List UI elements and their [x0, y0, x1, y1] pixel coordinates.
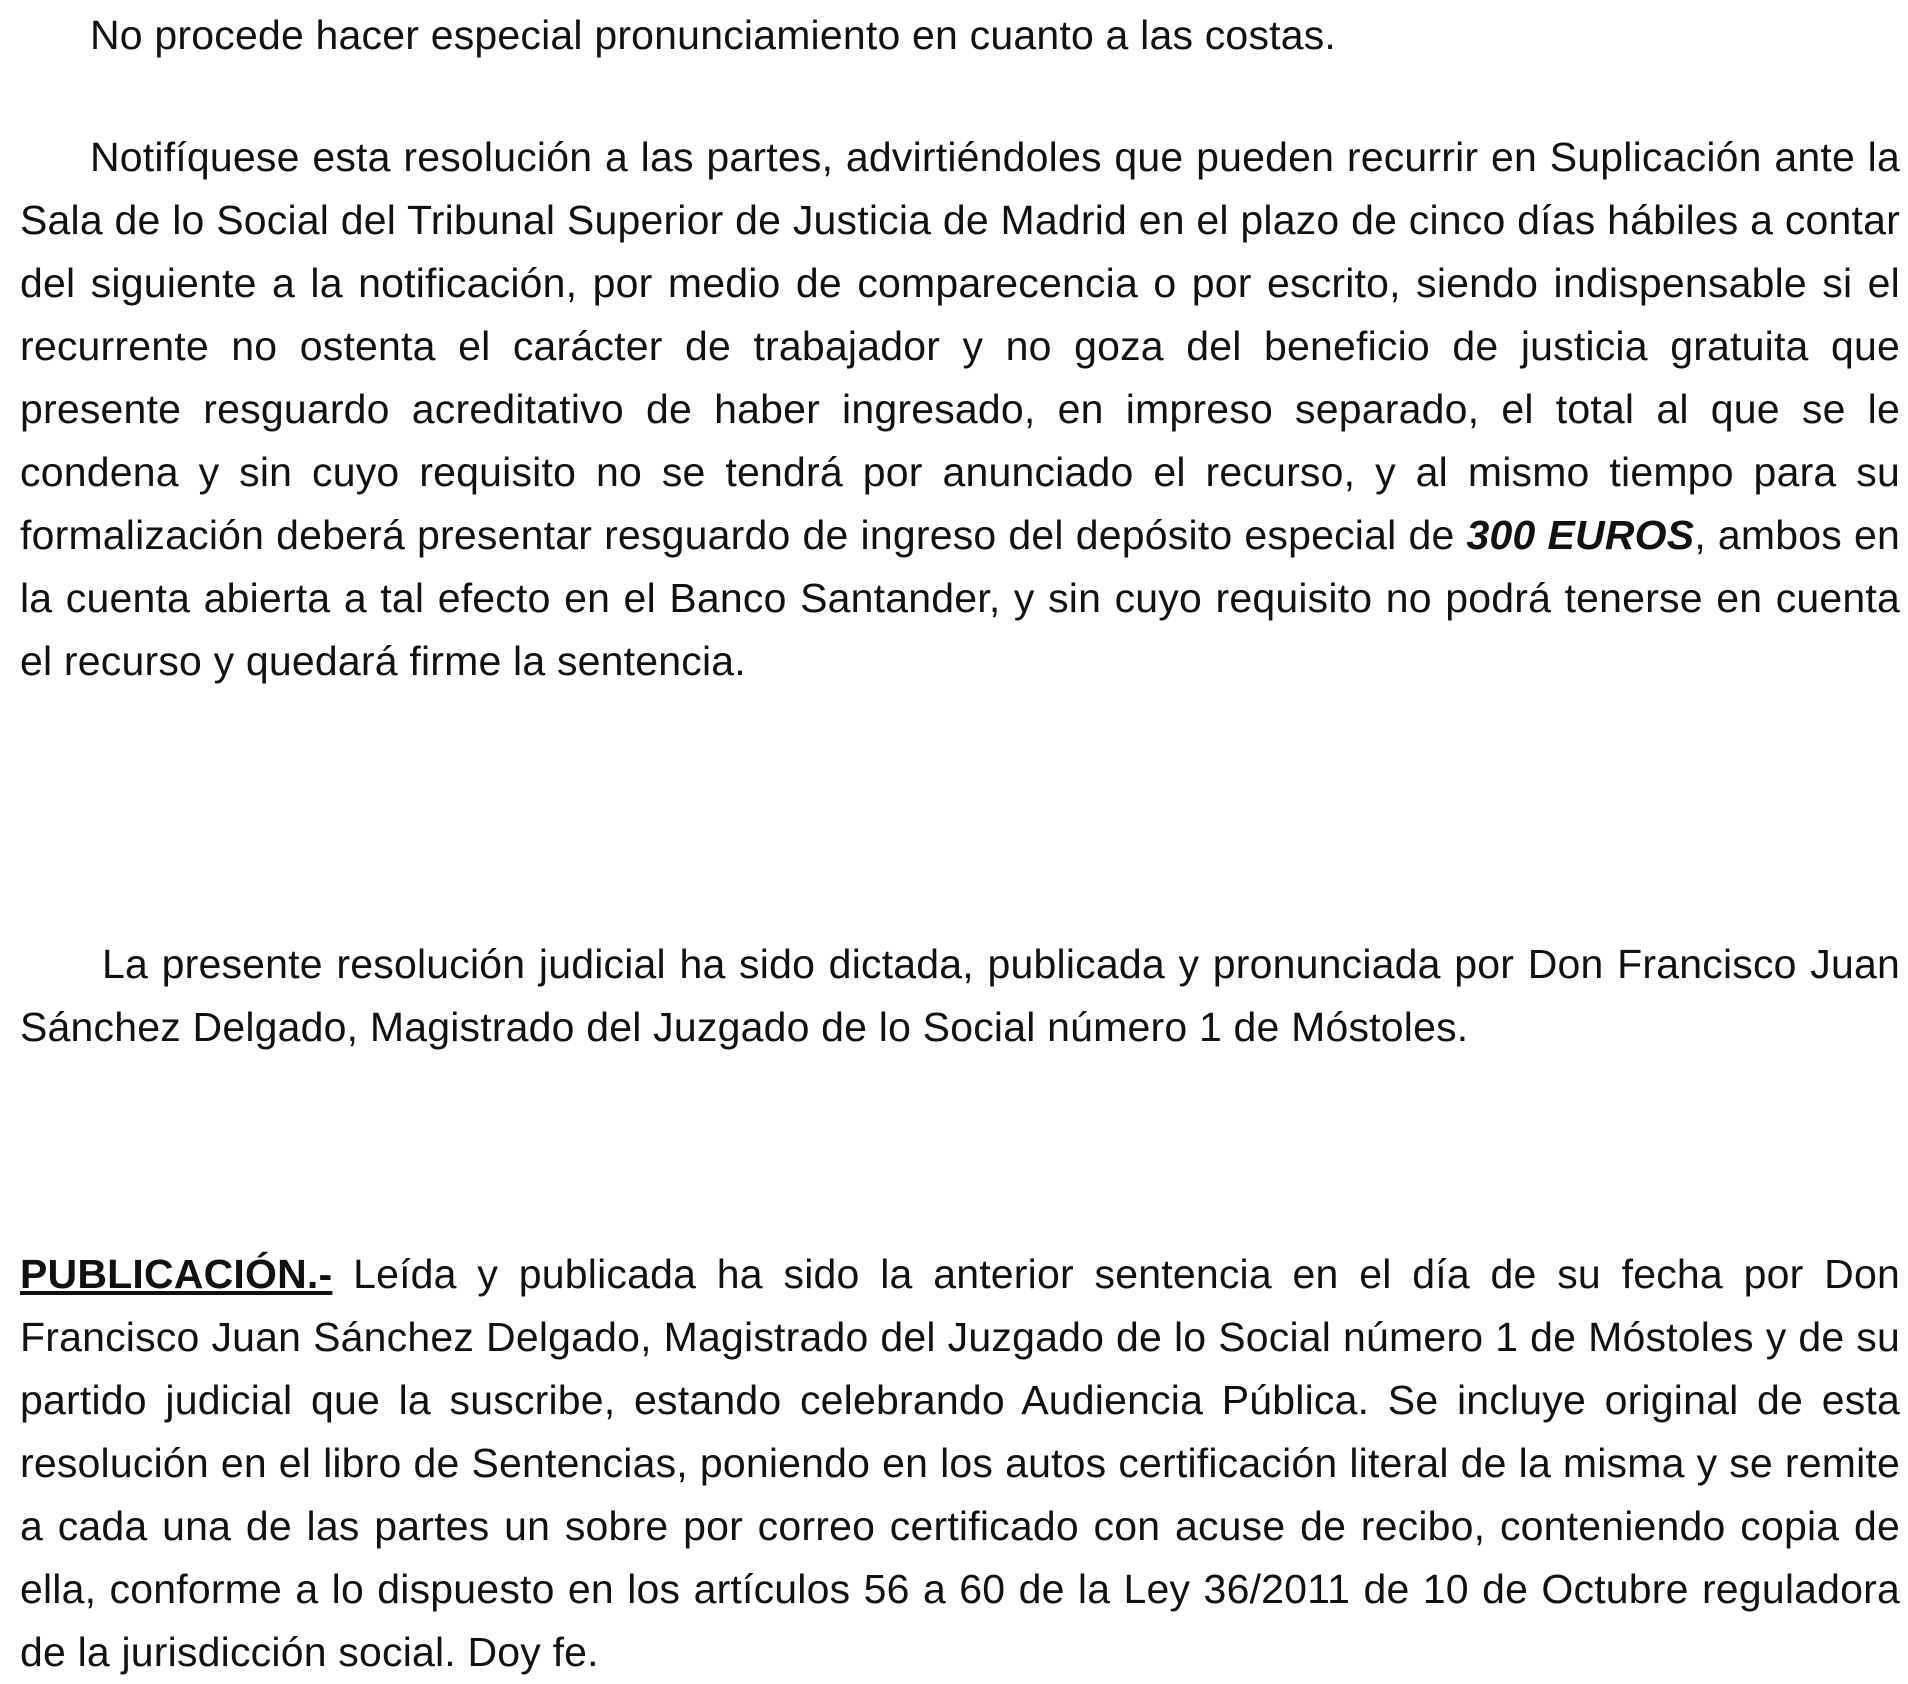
publicacion-text: Leída y publicada ha sido la anterior sentencia en el día de su fecha por Don Francisco Juan Sánchez Delgado, Magistrado del Juzgado de lo Social número 1 de Móstoles y de su partido judicial que la suscribe, estando celebrando Audiencia Pública. Se incluye original de esta resolución en el libro de Sentencias, poniendo en los autos certificación literal de la misma y se remite a cada una de las partes un sobre por correo certificado con acuse de recibo, conteniendo copia de ella, conforme a lo dispuesto en los artículos 56 a 60 de la Ley 36/2011 de 10 de Octubre reguladora de la jurisdicción social. Doy fe.	[20, 1251, 1900, 1675]
paragraph-dictada: La presente resolución judicial ha sido dictada, publicada y pronunciada por Don Francisco Juan Sánchez Delgado, Magistrado del Juzgado de lo Social número 1 de Móstoles.	[20, 941, 1900, 1050]
paragraph-notificacion	[20, 126, 1900, 693]
document-page	[20, 0, 1900, 1680]
paragraph-publicacion	[20, 1243, 1900, 1684]
publicacion-heading: PUBLICACIÓN.-	[20, 1251, 333, 1297]
notificacion-text-before: Notifíquese esta resolución a las partes, advirtiéndoles que pueden recurrir en Suplicación ante la Sala de lo Social del Tribunal Superior de Justicia de Madrid en el plazo de cinco días hábiles a contar del siguiente a la notificación, por medio de comparecencia o por escrito, siendo indispensable si el recurrente no ostenta el carácter de trabajador y no goza del beneficio de justicia gratuita que presente resguardo acreditativo de haber ingresado, en impreso separado, el total al que se le condena y sin cuyo requisito no se tendrá por anunciado el recurso, y al mismo tiempo para su formalización deberá presentar resguardo de ingreso del depósito especial de	[20, 134, 1900, 558]
deposit-amount: 300 EUROS	[1466, 512, 1695, 558]
notificacion-text-after: , ambos en la cuenta abierta a tal efecto en el Banco Santander, y sin cuyo requisito no podrá tenerse en cuenta el recurso y quedará firme la sentencia.	[20, 512, 1901, 684]
paragraph-costas: No procede hacer especial pronunciamiento en cuanto a las costas.	[90, 12, 1337, 58]
